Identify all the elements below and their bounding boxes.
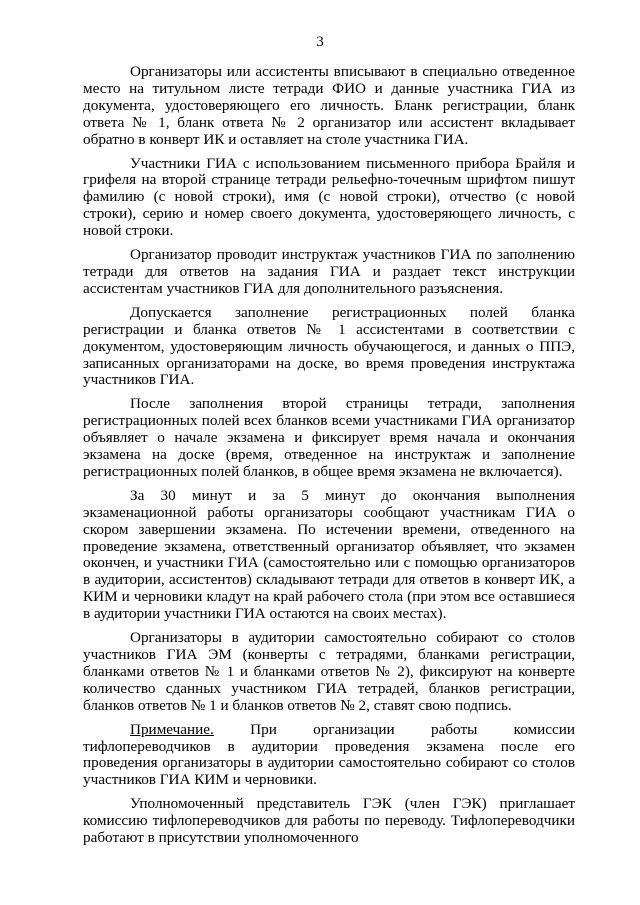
note-paragraph	[83, 722, 575, 790]
paragraph-exam-start: После заполнения второй страницы тетради, заполнения регистрационных полей всех бланков всеми участниками ГИА организатор объявляет о начале экзамена и фиксирует время начала и окончания экзамена на доске (время, отведенное на инструктаж и заполнение регистрационных полей бланков, в общее время экзамена не включается).	[83, 395, 575, 480]
paragraph-fill-title-page: Организаторы или ассистенты вписывают в специально отведенное место на титульном листе тетради ФИО и данные участника ГИА из документа, удостоверяющего его личность. Бланк регистрации, бланк ответа № 1, бланк ответа № 2 организатор или ассистент вкладывает обратно в конверт ИК и оставляет на столе участника ГИА.	[83, 63, 575, 148]
paragraph-assistant-filling: Допускается заполнение регистрационных полей бланка регистрации и бланка ответов № 1 ассистентами в соответствии с документом, удостоверяющим личность обучающегося, и данных о ППЭ, записанных организаторами на доске, во время проведения инструктажа участников ГИА.	[83, 303, 575, 389]
page-number: 3	[316, 34, 324, 50]
paragraph-exam-end: За 30 минут и за 5 минут до окончания выполнения экзаменационной работы организаторы сообщают участникам ГИА о скором завершении экзамена. По истечении времени, отведенного на проведение экзамена, ответственный организатор объявляет, что экзамен окончен, и участники ГИА (самостоятельно или с помощью организаторов в аудитории, ассистентов) складывают тетради для ответов в конверт ИК, а КИМ и черновики кладут на край рабочего стола (при этом все оставшиеся в аудитории участники ГИА остаются на своих местах).	[83, 486, 575, 623]
paragraph-braille-writing: Участники ГИА с использованием письменного прибора Брайля и грифеля на второй странице тетради рельефно-точечным шрифтом пишут фамилию (с новой строки), имя (с новой строки), отчество (с новой строки), серию и номер своего документа, удостоверяющего личность, с новой строки.	[83, 154, 575, 240]
document-body	[83, 64, 575, 847]
paragraph-typhlo-commission: Уполномоченный представитель ГЭК (член ГЭК) приглашает комиссию тифлопереводчиков для работы по переводу. Тифлопереводчики работают в присутствии уполномоченного	[83, 795, 575, 847]
paragraph-instruction: Организатор проводит инструктаж участников ГИА по заполнению тетради для ответов на задания ГИА и раздает текст инструкции ассистентам участников ГИА для дополнительного разъяснения.	[83, 246, 575, 297]
note-text: При организации работы комиссии тифлопереводчиков в аудитории проведения экзамена после его проведения организаторы в аудитории самостоятельно собирают со столов участников ГИА КИМ и черновики.	[83, 720, 575, 789]
paragraph-collect-materials: Организаторы в аудитории самостоятельно собирают со столов участников ГИА ЭМ (конверты с тетрадями, бланками регистрации, бланками ответов № 1 и бланками ответов № 2), фиксируют на конверте количество сданных участником ГИА тетрадей, бланков регистрации, бланков ответов № 1 и бланков ответов № 2, ставят свою подпись.	[83, 629, 575, 714]
note-label: Примечание.	[130, 720, 214, 738]
